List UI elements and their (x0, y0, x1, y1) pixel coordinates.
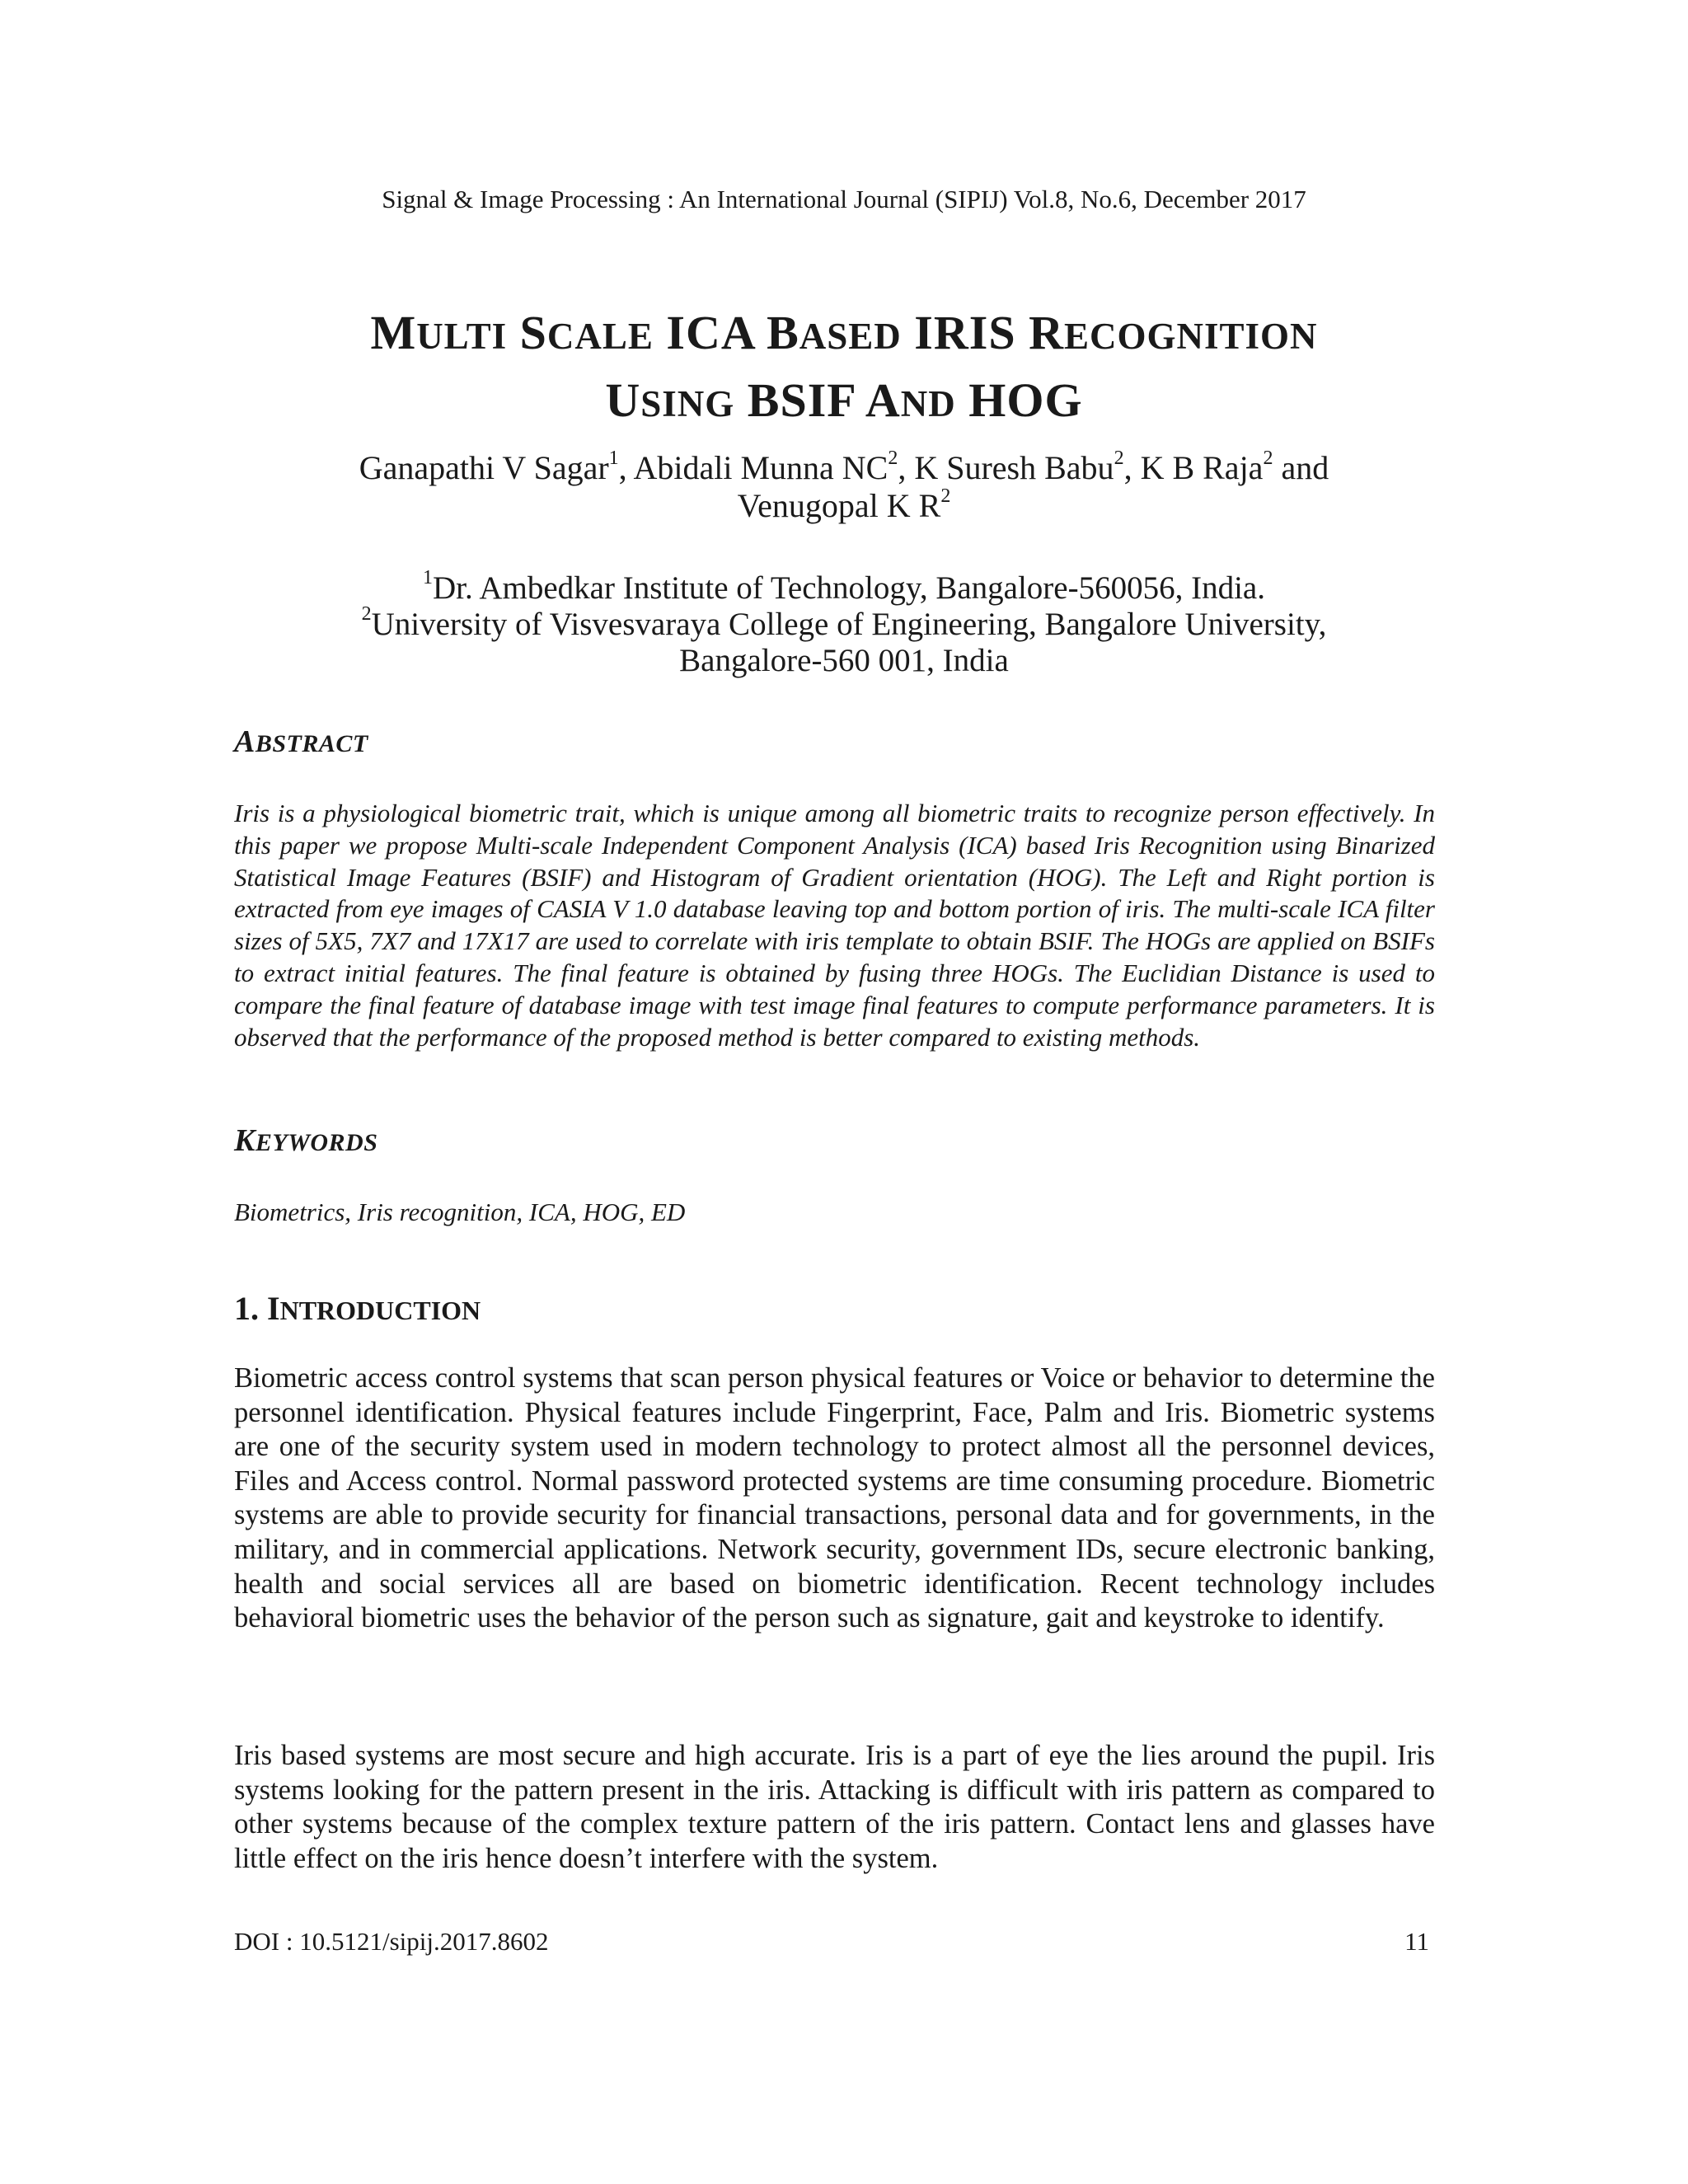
abstract-heading: ABSTRACT (234, 724, 368, 759)
affiliation-2: $^2$University of Visvesvaraya College of Engineering, Bangalore University, (361, 603, 1327, 642)
paper-title (99, 301, 1589, 436)
introduction-paragraph-2: Iris based systems are most secure and high accurate. Iris is a part of eye the lies around the pupil. Iris systems looking for the pattern present in the iris. Attacking is difficult with iris pattern as compared to other systems because of the complex texture pattern of the iris pattern. Contact lens and glasses have little effect on the iris hence doesn’t interfere with the system. (234, 1740, 1435, 1874)
author-list (165, 449, 1523, 525)
affiliation-2-line-2: Bangalore-560 001, India (679, 643, 1009, 678)
abstract-body: Iris is a physiological biometric trait, which is unique among all biometric traits to recognize person effectively. In this paper we propose Multi-scale Independent Component Analysis (ICA) based Iris Recognition using Binarized Statistical Image Features (BSIF) and Histogram of Gradient orientation (HOG). The Left and Right portion is extracted from eye images of CASIA V 1.0 database leaving top and bottom portion of iris. The multi-scale ICA filter sizes of 5X5, 7X7 and 17X17 are used to correlate with iris template to obtain BSIF. The HOGs are applied on BSIFs to extract initial features. The final feature is obtained by fusing three HOGs. The Euclidian Distance is used to compare the final feature of database image with test image final features to compute performance parameters. It is observed that the performance of the proposed method is better compared to existing methods. (234, 799, 1435, 1052)
title-line-1: MULTI SCALE ICA BASED IRIS RECOGNITION (370, 306, 1318, 359)
footer-doi: DOI : 10.5121/sipij.2017.8602 (234, 1927, 549, 1956)
keywords-body: Biometrics, Iris recognition, ICA, HOG, ED (234, 1197, 686, 1226)
affiliations (165, 567, 1523, 679)
author-line-2: Venugopal K $R^2$ (737, 485, 951, 524)
journal-header: Signal & Image Processing : An International Journal (SIPIJ) Vol.8, No.6, December 2017 (382, 185, 1306, 213)
keywords-heading: KEYWORDS (234, 1123, 378, 1158)
author-line-1: Ganapathi V Sagar$^1$, Abidali Munna $NC^2$, K Suresh Babu$^2$, K B Raja$^2$ and (359, 448, 1329, 486)
page-number: 11 (1404, 1927, 1429, 1956)
title-line-2: USING BSIF AND HOG (605, 373, 1083, 427)
introduction-paragraph-1: Biometric access control systems that scan person physical features or Voice or behavior to determine the personnel identification. Physical features include Fingerprint, Face, Palm and Iris. Biometric systems are one of the security system used in modern technology to protect almost all the personnel devices, Files and Access control. Normal password protected systems are time consuming procedure. Biometric systems are able to provide security for financial transactions, personal data and for governments, in the military, and in commercial applications. Network security, government IDs, secure electronic banking, health and social services all are based on biometric identification. Recent technology includes behavioral biometric uses the behavior of the person such as signature, gait and keystroke to identify. (234, 1362, 1435, 1634)
affiliation-1: $^1$Dr. Ambedkar Institute of Technology, Bangalore-560056, India. (423, 567, 1265, 606)
introduction-heading: 1. INTRODUCTION (234, 1290, 481, 1327)
